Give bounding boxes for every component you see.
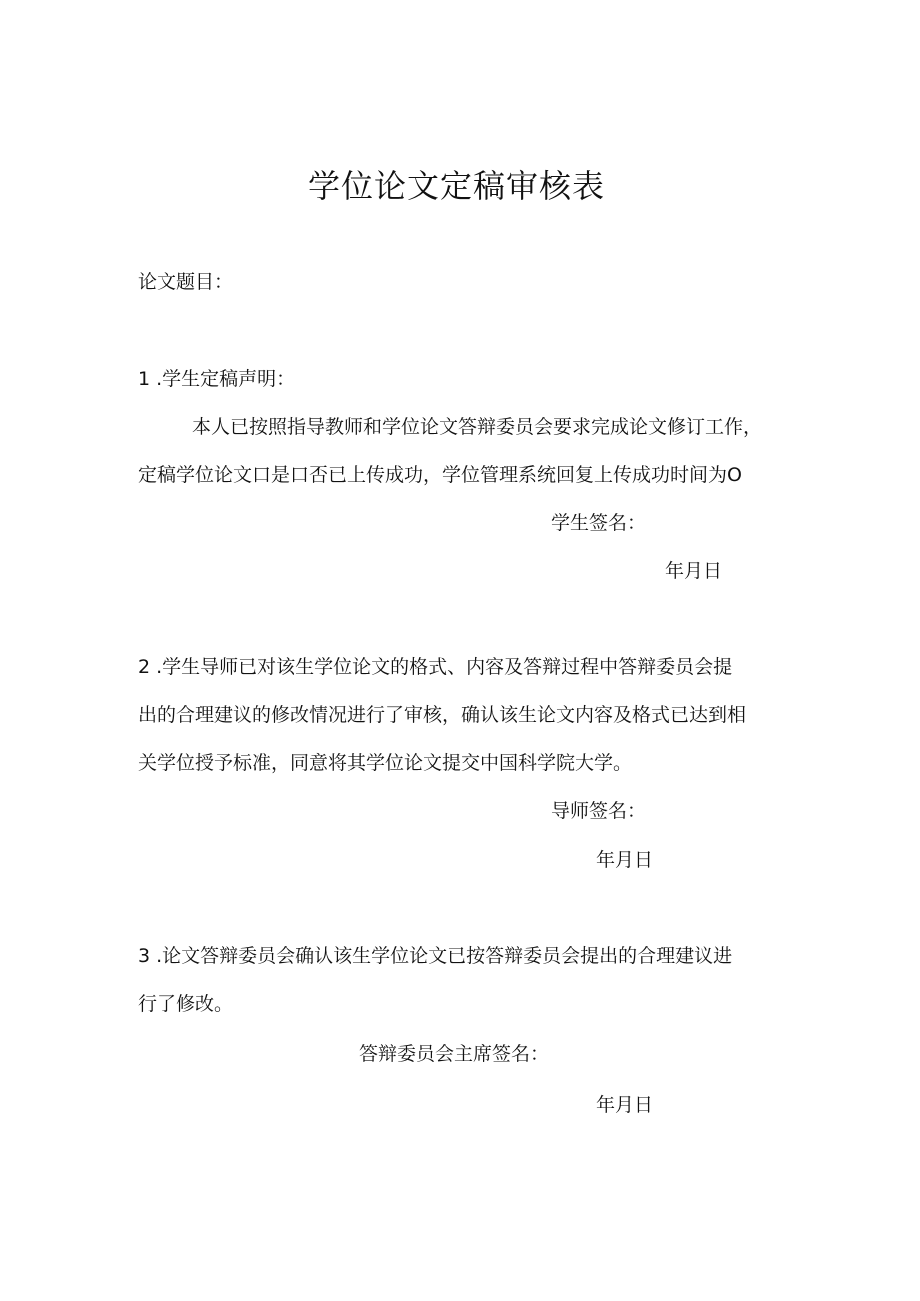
section2-line3: 关学位授予标准，同意将其学位论文提交中国科学院大学。: [138, 752, 633, 774]
section1-heading: 1 .学生定稿声明：: [138, 368, 296, 390]
section2-line1: 2 .学生导师已对该生学位论文的格式、内容及答辩过程中答辩委员会提: [138, 656, 733, 678]
committee-chair-signature-label: 答辩委员会主席签名：: [359, 1043, 550, 1065]
document-title: 学位论文定稿审核表: [308, 167, 606, 205]
supervisor-signature-label: 导师签名：: [551, 800, 647, 822]
section1-line1: 本人已按照指导教师和学位论文答辩委员会要求完成论文修订工作，: [192, 416, 763, 438]
section2-line2: 出的合理建议的修改情况进行了审核，确认该生论文内容及格式已达到相: [138, 704, 747, 726]
supervisor-date-label: 年月日: [596, 849, 654, 871]
section3-line2: 行了修改。: [138, 993, 234, 1015]
section1-line2: 定稿学位论文口是口否已上传成功，学位管理系统回复上传成功时间为O: [138, 464, 742, 486]
topic-label: 论文题目：: [138, 271, 234, 293]
student-date-label: 年月日: [665, 560, 723, 582]
section3-line1: 3 .论文答辩委员会确认该生学位论文已按答辩委员会提出的合理建议进: [138, 945, 733, 967]
student-signature-label: 学生签名：: [551, 512, 647, 534]
committee-date-label: 年月日: [596, 1094, 654, 1116]
